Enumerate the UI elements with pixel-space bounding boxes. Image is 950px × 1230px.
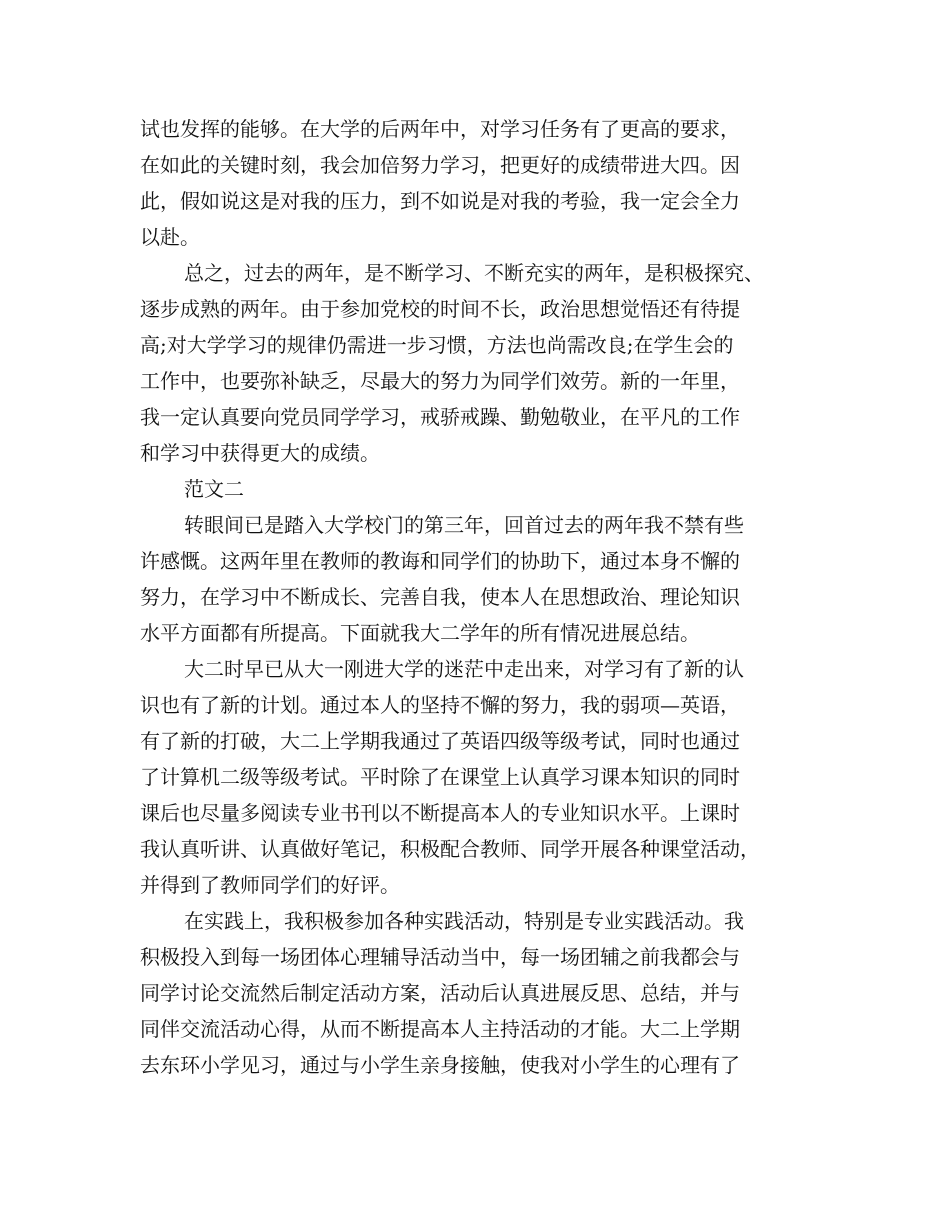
text-line: 我一定认真要向党员同学学习，戒骄戒躁、勤勉敬业，在平凡的工作 [140, 405, 740, 429]
text-line: 了计算机二级等级考试。平时除了在课堂上认真学习课本知识的同时 [140, 765, 740, 789]
text-line: 同学讨论交流然后制定活动方案，活动后认真进展反思、总结，并与 [140, 981, 740, 1005]
text-line: 大二时早已从大一刚进大学的迷茫中走出来，对学习有了新的认 [184, 657, 744, 681]
text-line: 有了新的打破，大二上学期我通过了英语四级等级考试，同时也通过 [140, 729, 740, 753]
text-line: 和学习中获得更大的成绩。 [140, 441, 380, 465]
text-line: 我认真听讲、认真做好笔记，积极配合教师、同学开展各种课堂活动， [140, 837, 760, 861]
text-line: 总之，过去的两年，是不断学习、不断充实的两年，是积极探究、 [184, 261, 764, 285]
text-line: 此，假如说这是对我的压力，到不如说是对我的考验，我一定会全力 [140, 189, 740, 213]
text-line: 许感慨。这两年里在教师的教诲和同学们的协助下，通过本身不懈的 [140, 549, 740, 573]
text-line: 以赴。 [140, 225, 200, 249]
text-line: 高;对大学学习的规律仍需进一步习惯，方法也尚需改良;在学生会的 [140, 333, 734, 357]
text-line: 识也有了新的计划。通过本人的坚持不懈的努力，我的弱项—英语， [140, 693, 740, 717]
text-line: 并得到了教师同学们的好评。 [140, 873, 400, 897]
text-line: 工作中，也要弥补缺乏，尽最大的努力为同学们效劳。新的一年里， [140, 369, 740, 393]
text-line: 水平方面都有所提高。下面就我大二学年的所有情况进展总结。 [140, 621, 700, 645]
text-line: 试也发挥的能够。在大学的后两年中，对学习任务有了更高的要求， [140, 117, 740, 141]
text-line: 积极投入到每一场团体心理辅导活动当中，每一场团辅之前我都会与 [140, 945, 740, 969]
text-line: 转眼间已是踏入大学校门的第三年，回首过去的两年我不禁有些 [184, 513, 744, 537]
text-line: 去东环小学见习，通过与小学生亲身接触，使我对小学生的心理有了 [140, 1053, 740, 1077]
document-body [140, 111, 820, 1083]
text-line: 在如此的关键时刻，我会加倍努力学习，把更好的成绩带进大四。因 [140, 153, 740, 177]
text-line: 课后也尽量多阅读专业书刊以不断提高本人的专业知识水平。上课时 [140, 801, 740, 825]
text-line: 努力，在学习中不断成长、完善自我，使本人在思想政治、理论知识 [140, 585, 740, 609]
text-line: 在实践上，我积极参加各种实践活动，特别是专业实践活动。我 [184, 909, 744, 933]
text-line: 同伴交流活动心得，从而不断提高本人主持活动的才能。大二上学期 [140, 1017, 740, 1041]
text-line: 逐步成熟的两年。由于参加党校的时间不长，政治思想觉悟还有待提 [140, 297, 740, 321]
text-line: 范文二 [184, 477, 244, 501]
